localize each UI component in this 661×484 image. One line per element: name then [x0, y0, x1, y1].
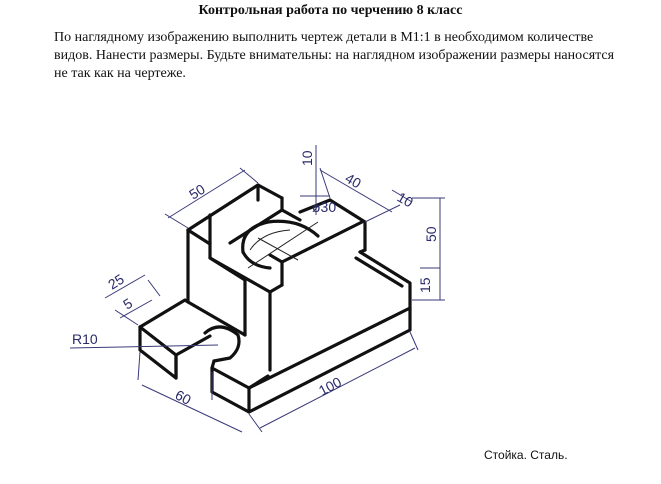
- page-title: Контрольная работа по черчению 8 класс: [198, 3, 463, 18]
- dim-40: 40: [342, 169, 364, 192]
- dim-100: 100: [315, 373, 345, 399]
- dim-50-height: 50: [423, 226, 439, 242]
- task-text: По наглядному изображению выполнить чертеж детали в М1:1 в необходимом количестве видов. Нанести размеры. Будьте внимательны: на наглядном изображении размеры наносятся не так как на чертеже.: [54, 30, 615, 81]
- part-caption: Стойка. Сталь.: [484, 448, 568, 462]
- dim-5: 5: [120, 294, 136, 313]
- dim-25: 25: [105, 270, 127, 293]
- dimension-labels: [72, 150, 439, 408]
- dim-15: 15: [417, 277, 433, 293]
- dim-10-right: 10: [394, 188, 416, 211]
- dim-10-vertical: 10: [299, 150, 315, 166]
- dim-50-top: 50: [186, 180, 208, 203]
- dim-60: 60: [172, 386, 194, 408]
- dim-diameter-30: ø30: [312, 199, 337, 215]
- part-outline: [140, 185, 410, 412]
- dim-r10: R10: [72, 331, 98, 347]
